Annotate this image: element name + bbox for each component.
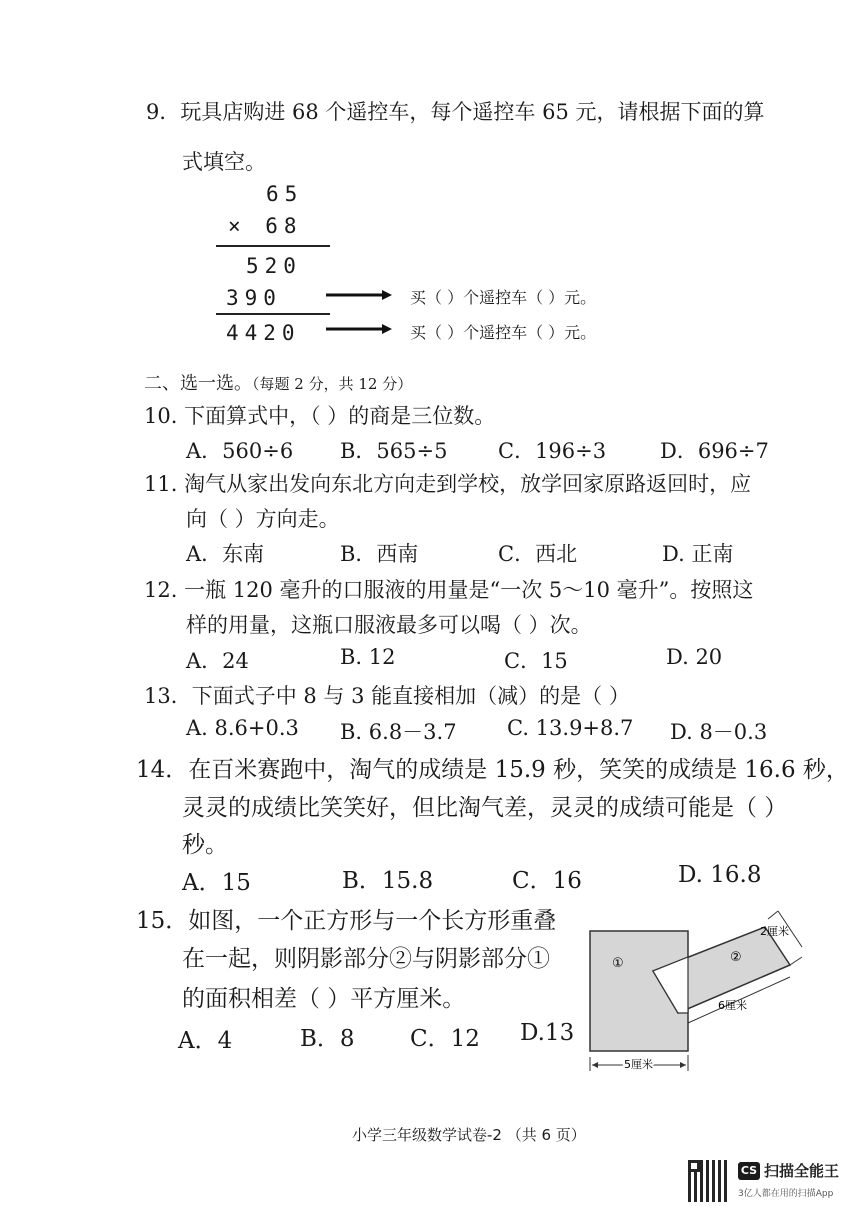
q15-line1: 15．如图，一个正方形与一个长方形重叠: [136, 908, 557, 934]
q9-line1: 9．玩具店购进 68 个遥控车，每个遥控车 65 元，请根据下面的算: [146, 100, 765, 124]
dim-label-square: 5厘米: [624, 1058, 653, 1071]
q9-fill-2: 买（ ）个遥控车（ ）元。: [410, 323, 597, 342]
q15-line2: 在一起，则阴影部分②与阴影部分①: [182, 946, 550, 972]
figure-label-2: ②: [730, 950, 742, 965]
calc-product: 4420: [226, 321, 301, 345]
arrow-1-icon: [326, 290, 392, 300]
q9-line2: 式填空。: [182, 150, 266, 174]
dim-label-length: 6厘米: [718, 999, 747, 1012]
q12-line2: 样的用量，这瓶口服液最多可以喝（ ）次。: [186, 613, 592, 637]
section-note: （每题 2 分，共 12 分）: [252, 375, 413, 393]
q15-option-d: D.13: [520, 1020, 575, 1046]
q14-line3: 秒。: [182, 832, 228, 858]
q15-option-c: C．12: [410, 1026, 480, 1052]
qr-code-icon: [688, 1160, 730, 1202]
q15-line3: 的面积相差（ ）平方厘米。: [182, 986, 466, 1012]
q13-option-a: A. 8.6+0.3: [186, 716, 299, 740]
calc-partial-2: 390: [226, 286, 282, 310]
calc-partial-1: 520: [246, 254, 302, 278]
q9-fill-1: 买（ ）个遥控车（ ）元。: [410, 288, 597, 307]
q13-option-c: C. 13.9+8.7: [507, 716, 634, 740]
q14-line1: 14．在百米赛跑中，淘气的成绩是 15.9 秒，笑笑的成绩是 16.6 秒，: [136, 757, 849, 783]
q14-line2: 灵灵的成绩比笑笑好，但比淘气差，灵灵的成绩可能是（ ）: [182, 795, 788, 821]
q10-option-c: C．196÷3: [498, 439, 607, 463]
q13-option-b: B. 6.8－3.7: [340, 720, 457, 744]
calc-multiplicand: 65: [266, 182, 304, 206]
calc-divider-1: [216, 245, 330, 247]
section-title: 二、选一选。: [144, 373, 252, 394]
section-heading: [144, 369, 412, 395]
q14-option-a: A．15: [182, 870, 251, 896]
q12-option-a: A．24: [186, 649, 249, 673]
calc-divider-2: [216, 313, 330, 315]
q11-line1: 11. 淘气从家出发向东北方向走到学校，放学回家原路返回时，应: [144, 472, 752, 496]
q10-option-a: A．560÷6: [186, 439, 294, 463]
dim-line-width: [768, 911, 778, 919]
q11-line2: 向（ ）方向走。: [186, 507, 340, 531]
arrow-2-icon: [326, 324, 392, 334]
q12-option-d: D. 20: [666, 645, 723, 669]
calc-multiplier: × 68: [228, 214, 303, 238]
page-footer: 小学三年级数学试卷-2 （共 6 页）: [352, 1126, 586, 1144]
dim-label-width: 2厘米: [760, 925, 789, 938]
q14-option-c: C．16: [512, 868, 582, 894]
q11-option-a: A．东南: [186, 542, 265, 566]
q13-stem: 13．下面式子中 8 与 3 能直接相加（减）的是（ ）: [144, 684, 630, 708]
q11-option-b: B．西南: [340, 542, 419, 566]
q15-option-a: A．4: [178, 1028, 233, 1054]
figure-label-1: ①: [612, 956, 624, 971]
q13-option-d: D. 8－0.3: [670, 720, 768, 744]
overlap-figure: [580, 905, 810, 1080]
q10-option-b: B．565÷5: [340, 439, 448, 463]
scanner-logo-icon: CS: [738, 1162, 760, 1180]
q14-option-b: B．15.8: [342, 868, 434, 894]
scanner-tagline: 3亿人都在用的扫描App: [738, 1189, 834, 1199]
q12-option-b: B. 12: [340, 645, 396, 669]
q10-stem: 10. 下面算式中，（ ）的商是三位数。: [144, 404, 496, 428]
q12-line1: 12. 一瓶 120 毫升的口服液的用量是“一次 5～10 毫升”。按照这: [144, 578, 754, 602]
q15-option-b: B．8: [300, 1026, 355, 1052]
arrows: [326, 289, 392, 339]
scanner-brand: 扫描全能王: [764, 1162, 840, 1180]
q14-option-d: D. 16.8: [678, 862, 762, 888]
q12-option-c: C．15: [504, 649, 568, 673]
q11-option-d: D. 正南: [662, 542, 734, 566]
q10-option-d: D．696÷7: [660, 439, 769, 463]
q11-option-c: C．西北: [498, 542, 578, 566]
